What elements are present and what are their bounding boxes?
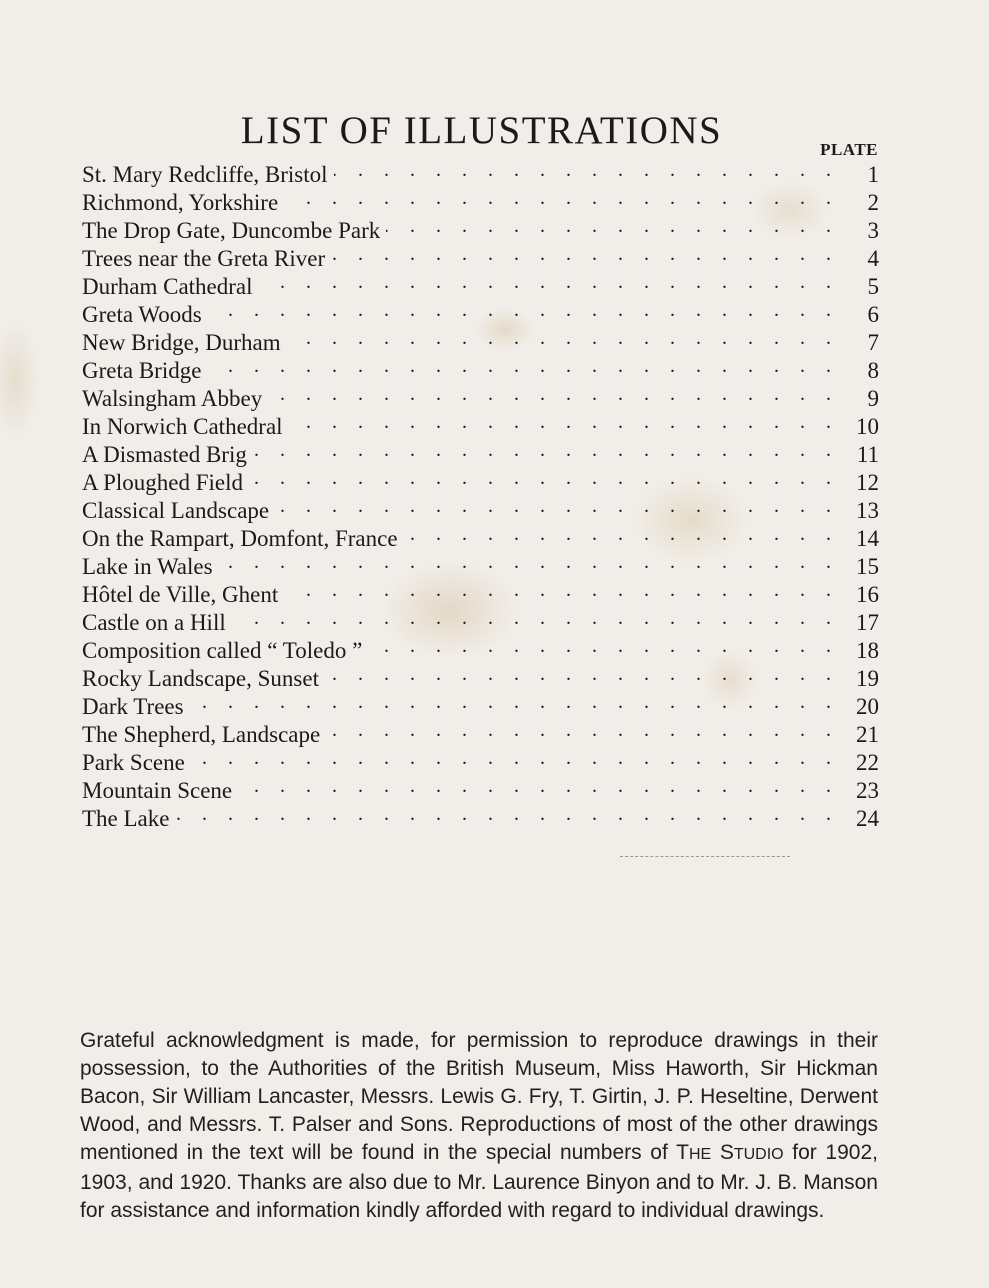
plate-column-header: PLATE [820,140,878,159]
ack-text-before: Grateful acknowledgment is made, for permission to reproduce drawings in their possession, to the Authorities of the British Museum, Miss Haworth, Sir Hickman Bacon, Sir William Lancaster, Messrs. Lewis G. Fry, T. Girtin, J. P. Heseltine, Derwent Wood, and Messrs. T. Palser and Sons. Reproductions of most of the other drawings mentioned in the text will be found in the special numbers of [80,1029,878,1164]
list-item [82,802,879,830]
list-item [82,382,879,410]
dot-leader [208,298,839,322]
plate-number: 2 [867,190,879,215]
list-item [82,606,879,634]
list-item [82,438,879,466]
illustration-title: Classical Landscape [82,498,270,523]
list-item [82,690,879,718]
studio-the-initial: T [676,1141,689,1164]
illustration-title: Walsingham Abbey [82,386,263,411]
dot-leader [238,774,839,798]
plate-number: 24 [856,806,879,831]
illustration-title: Greta Bridge [82,358,202,383]
studio-name-initial: S [719,1141,734,1164]
dot-leader [331,242,839,266]
dot-leader [191,746,839,770]
plate-number: 23 [856,778,879,803]
list-item [82,522,879,550]
plate-number: 17 [856,610,879,635]
illustrations-list [82,158,879,830]
plate-number: 22 [856,750,879,775]
list-item [82,634,879,662]
illustration-title: Composition called “ Toledo ” [82,638,363,663]
dot-leader [284,186,839,210]
dot-leader [289,410,839,434]
list-item [82,774,879,802]
plate-number: 18 [856,638,879,663]
plate-number: 1 [867,162,879,187]
plate-number: 14 [856,526,879,551]
illustration-title: A Dismasted Brig [82,442,247,467]
plate-number: 7 [867,330,879,355]
illustration-title: The Drop Gate, Duncombe Park [82,218,381,243]
dot-leader [326,718,839,742]
dot-leader [386,214,839,238]
plate-number: 13 [856,498,879,523]
plate-number: 5 [867,274,879,299]
list-item [82,550,879,578]
list-item [82,718,879,746]
studio-the-rest: HE [688,1146,712,1163]
list-item [82,746,879,774]
acknowledgment-paragraph [80,1027,878,1225]
dot-leader [404,522,839,546]
illustration-title: Lake in Wales [82,554,213,579]
list-item [82,466,879,494]
studio-name-rest: TUDIO [733,1146,784,1163]
dot-leader [207,354,839,378]
plate-number: 11 [856,442,879,467]
list-item [82,578,879,606]
list-item [82,326,879,354]
list-item [82,662,879,690]
list-item [82,298,879,326]
dot-leader [249,466,839,490]
dot-leader [334,158,839,182]
illustration-title: Castle on a Hill [82,610,226,635]
illustration-title: Mountain Scene [82,778,233,803]
ack-text-after: for 1902, 1903, and 1920. Thanks are also due to Mr. Laurence Binyon and to Mr. J. B. Manson for assistance and information kindly afforded with regard to individual drawings. [80,1141,878,1222]
dot-leader [325,662,839,686]
dot-leader [275,494,839,518]
illustration-title: Dark Trees [82,694,184,719]
plate-number: 8 [867,358,879,383]
dot-leader [253,438,839,462]
list-item [82,270,879,298]
dot-leader [219,550,839,574]
list-item [82,494,879,522]
plate-number: 3 [867,218,879,243]
page-title-text: LIST OF ILLUSTRATIONS [240,109,723,153]
illustration-title: The Shepherd, Landscape [82,722,321,747]
plate-number: 12 [856,470,879,495]
illustration-title: On the Rampart, Domfont, France [82,526,398,551]
plate-number: 4 [867,246,879,271]
illustration-title: The Lake [82,806,170,831]
plate-number: 15 [856,554,879,579]
list-item [82,158,879,186]
dot-leader [284,578,839,602]
illustration-title: Park Scene [82,750,185,775]
illustration-title: Rocky Landscape, Sunset [82,666,319,691]
illustration-title: In Norwich Cathedral [82,414,283,439]
illustration-title: Trees near the Greta River [82,246,326,271]
plate-number: 20 [856,694,879,719]
illustration-title: A Ploughed Field [82,470,244,495]
illustration-title: St. Mary Redcliffe, Bristol [82,162,328,187]
illustration-title: Richmond, Yorkshire [82,190,279,215]
list-item [82,410,879,438]
list-item [82,214,879,242]
list-item [82,354,879,382]
plate-number: 9 [867,386,879,411]
divider [620,856,790,857]
dot-leader [190,690,839,714]
illustration-title: Greta Woods [82,302,202,327]
dot-leader [287,326,839,350]
plate-number: 10 [856,414,879,439]
plate-number: 21 [856,722,879,747]
illustration-title: Durham Cathedral [82,274,253,299]
list-item [82,242,879,270]
list-item [82,186,879,214]
plate-number: 19 [856,666,879,691]
dot-leader [175,802,839,826]
plate-number: 6 [867,302,879,327]
plate-number: 16 [856,582,879,607]
illustration-title: New Bridge, Durham [82,330,281,355]
dot-leader [259,270,839,294]
dot-leader [268,382,839,406]
illustration-title: Hôtel de Ville, Ghent [82,582,279,607]
dot-leader [368,634,839,658]
dot-leader [232,606,839,630]
